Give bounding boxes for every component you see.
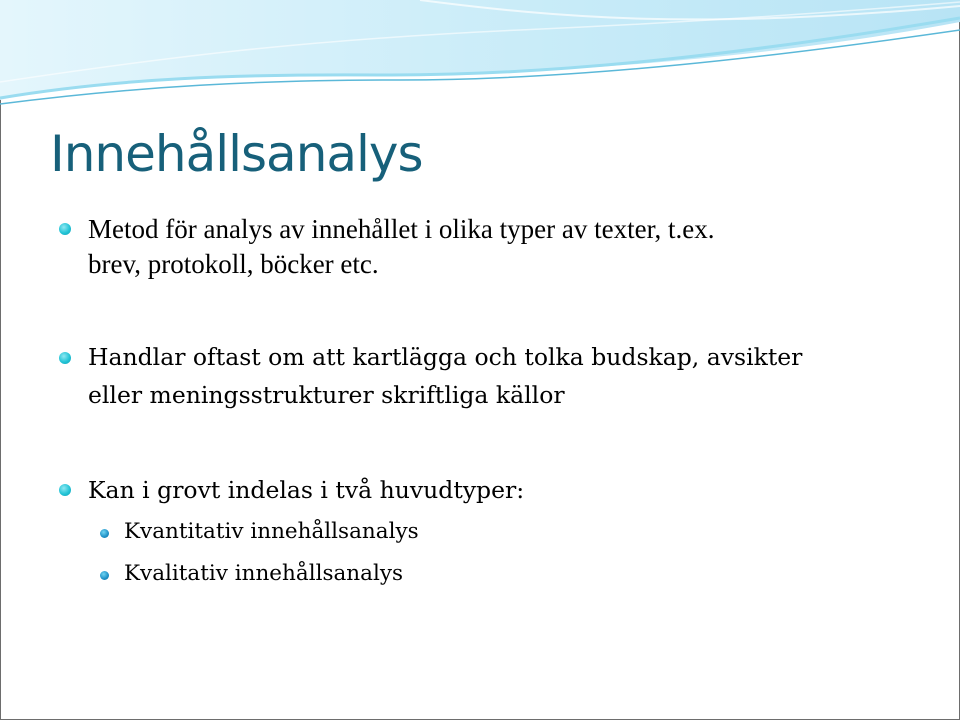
bullet-2-line-2: eller meningsstrukturer skriftliga källor xyxy=(88,381,565,409)
bullet-3-marker xyxy=(59,484,71,496)
slide-title: Innehållsanalys xyxy=(50,125,423,183)
bullet-2-marker xyxy=(59,352,71,364)
bullet-2-line-1: Handlar oftast om att kartlägga och tolka budskap, avsikter xyxy=(88,343,803,371)
bullet-1-line-1: Metod för analys av innehållet i olika typer av texter, t.ex. xyxy=(88,214,715,244)
bullet-3-line-1: Kan i grovt indelas i två huvudtyper: xyxy=(88,476,525,504)
sub-bullet-1-marker xyxy=(100,529,109,538)
sub-bullet-2-marker xyxy=(100,571,109,580)
header-wave-decoration xyxy=(0,0,960,110)
sub-bullet-2-text: Kvalitativ innehållsanalys xyxy=(124,561,404,586)
sub-bullet-1-text: Kvantitativ innehållsanalys xyxy=(124,519,419,544)
bullet-1-marker xyxy=(59,223,71,235)
bullet-1-line-2: brev, protokoll, böcker etc. xyxy=(88,249,379,279)
